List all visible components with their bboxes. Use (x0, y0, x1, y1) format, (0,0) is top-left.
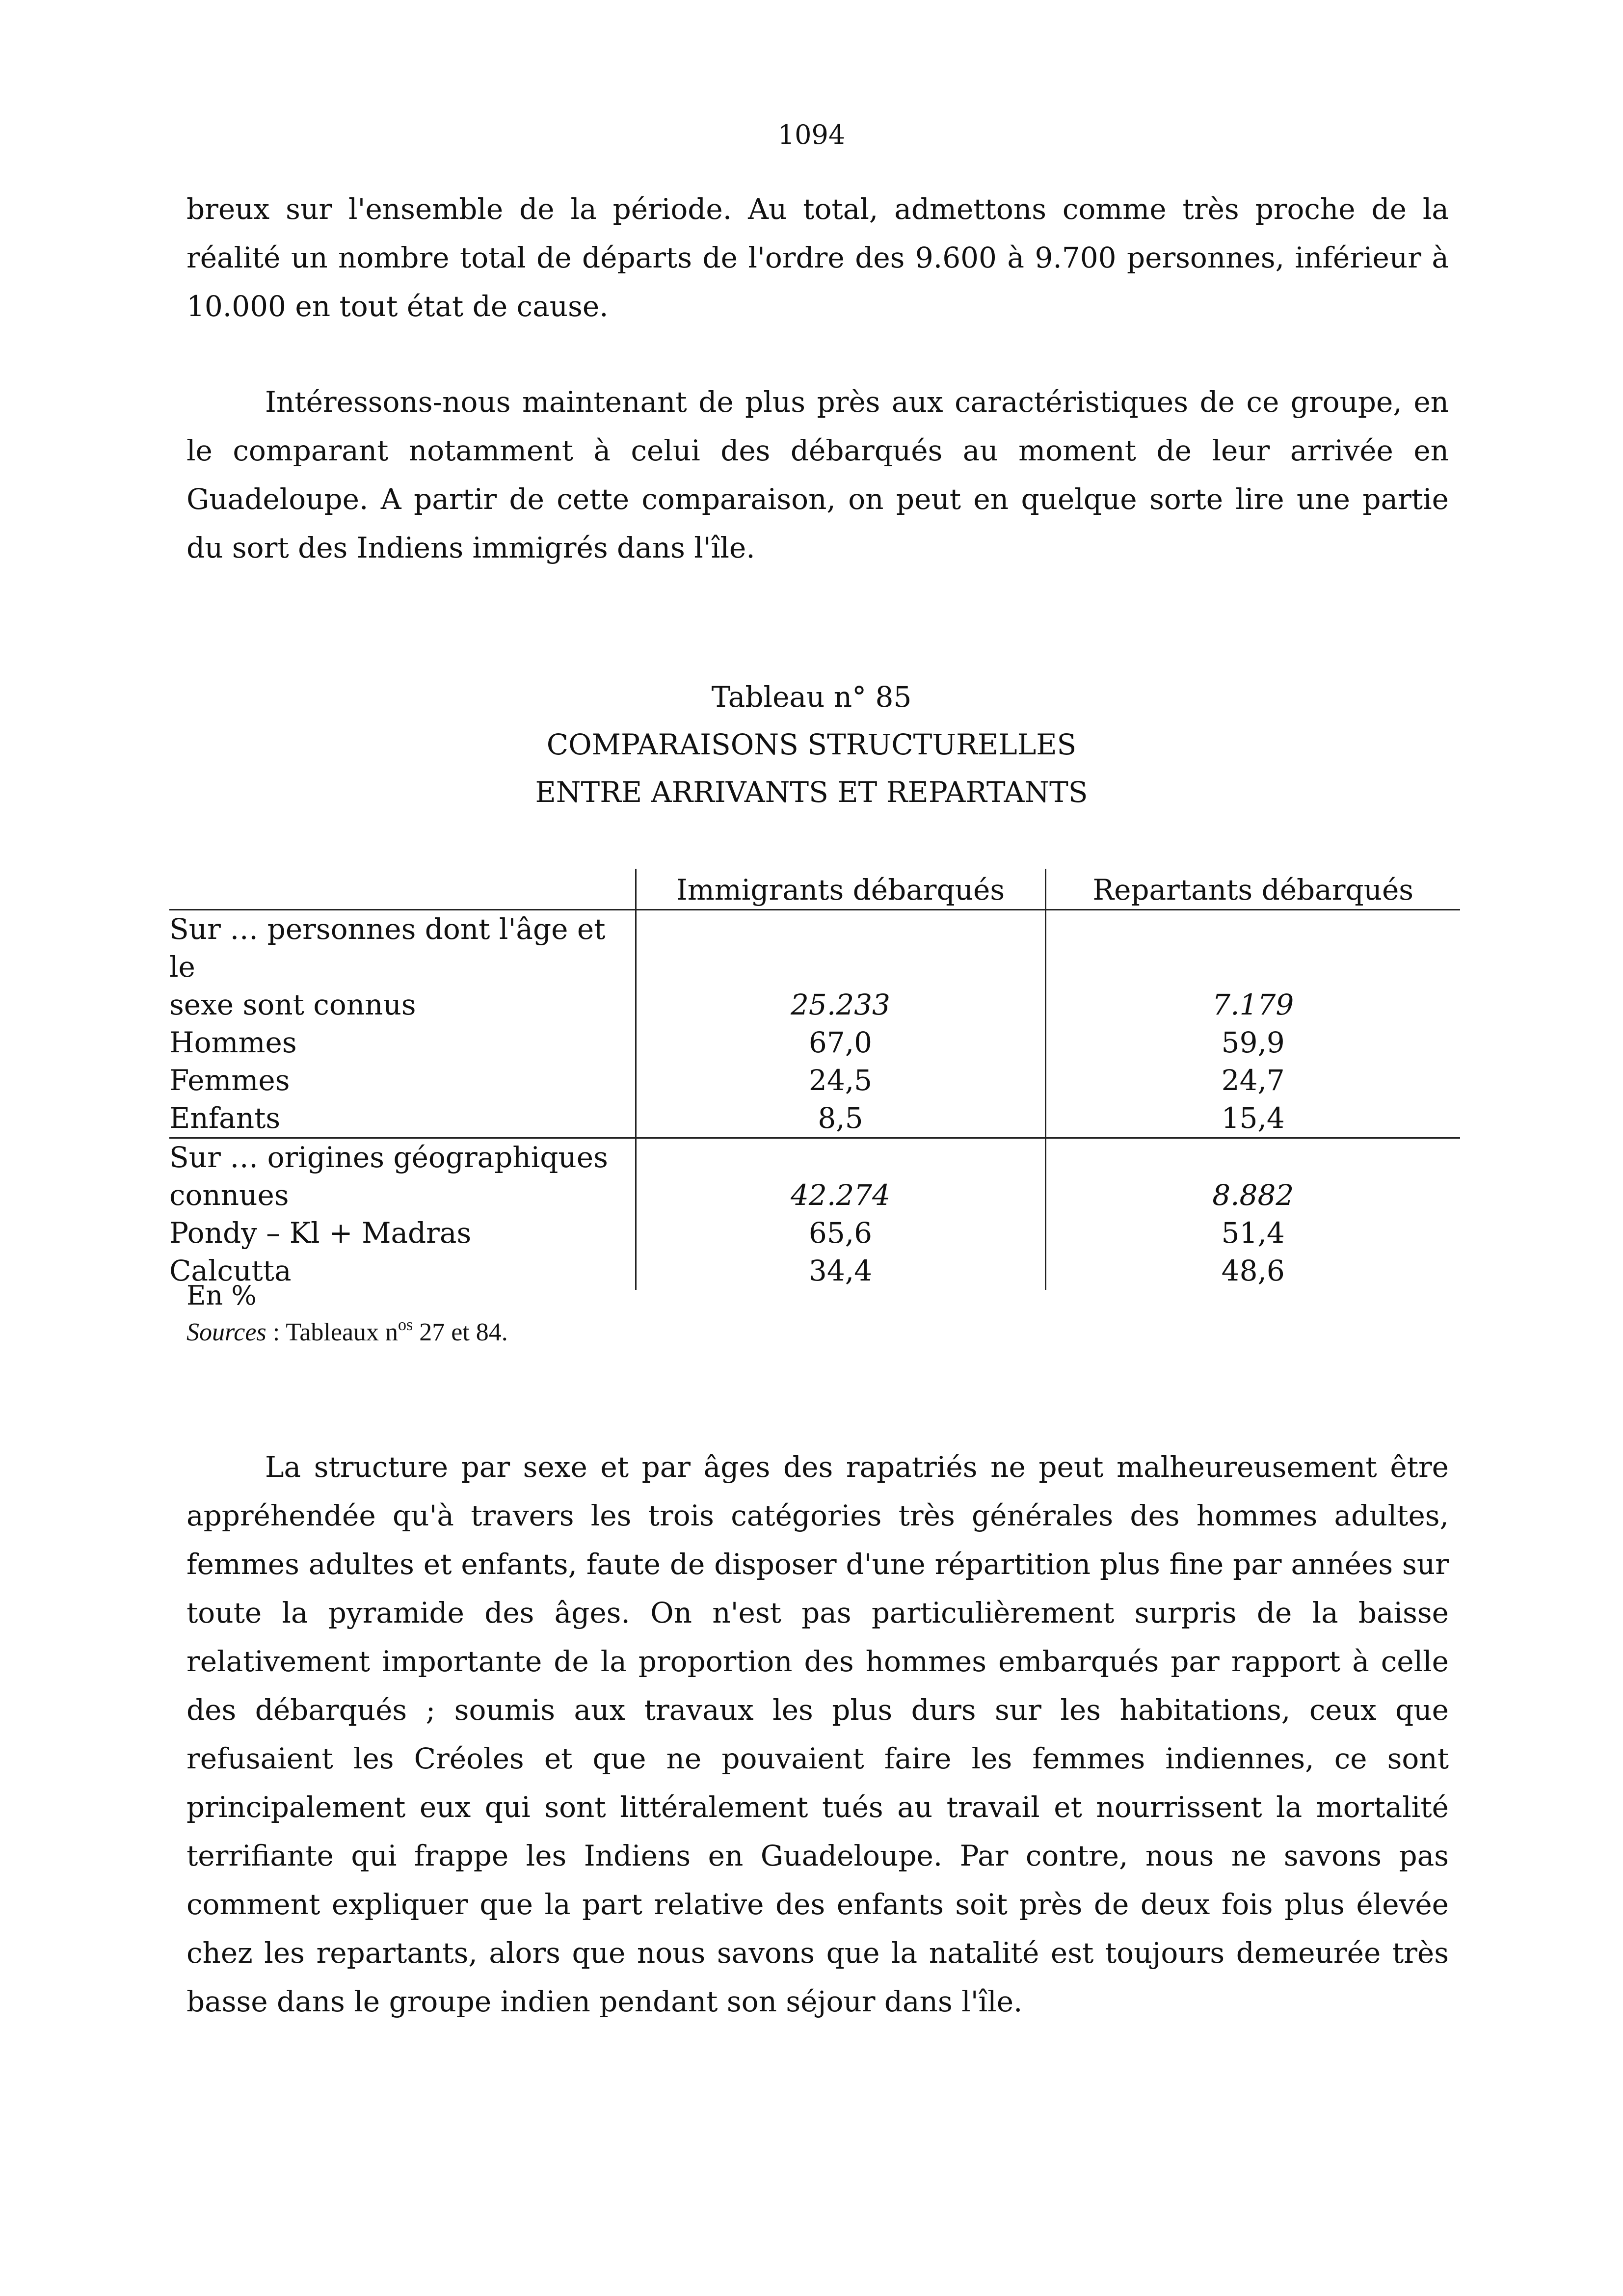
row-value-immigrants: 67,0 (636, 1024, 1045, 1062)
table-row (169, 1099, 1460, 1138)
paragraph-1: breux sur l'ensemble de la période. Au total, admettons comme très proche de la réalité un nombre total de départs de l'ordre des 9.600 à 9.700 personnes, inférieur à 10.000 en tout état de cause. (186, 192, 1449, 323)
header-blank-cell (169, 869, 636, 910)
table-title-line-1: COMPARAISONS STRUCTURELLES (546, 728, 1077, 761)
row-label: Femmes (169, 1064, 290, 1097)
table-sources-note (186, 1315, 508, 1350)
group-1-total-immigrants: 25.233 (636, 986, 1045, 1024)
table-row (169, 1062, 1460, 1099)
group-2-total-immigrants: 42.274 (636, 1176, 1045, 1214)
row-value-immigrants: 8,5 (636, 1099, 1045, 1138)
row-value-repartants: 15,4 (1045, 1099, 1460, 1138)
row-value-immigrants: 65,6 (636, 1214, 1045, 1252)
row-label: Calcutta (169, 1254, 292, 1287)
comparison-table (169, 869, 1460, 1287)
table-row (169, 1024, 1460, 1062)
group-1-label-line-1: Sur … personnes dont l'âge et le (169, 912, 606, 984)
row-value-immigrants: 34,4 (636, 1252, 1045, 1290)
table-title-line-2: ENTRE ARRIVANTS ET REPARTANTS (535, 775, 1088, 809)
page-number: 1094 (777, 119, 846, 150)
row-value-immigrants: 24,5 (636, 1062, 1045, 1099)
row-label: Pondy – Kl + Madras (169, 1216, 472, 1250)
sources-label: Sources (186, 1318, 266, 1346)
sources-text-end: 27 et 84. (413, 1318, 508, 1346)
row-value-repartants: 59,9 (1045, 1024, 1460, 1062)
row-value-repartants: 48,6 (1045, 1252, 1460, 1290)
group-2-total-repartants: 8.882 (1045, 1176, 1460, 1214)
sources-superscript: os (398, 1316, 413, 1334)
sources-text: : Tableaux n (266, 1318, 399, 1346)
row-value-repartants: 24,7 (1045, 1062, 1460, 1099)
row-value-repartants: 51,4 (1045, 1214, 1460, 1252)
group-1-label-line-2: sexe sont connus (169, 988, 416, 1021)
header-repartants: Repartants débarqués (1045, 869, 1460, 910)
table-row (169, 1252, 1460, 1290)
row-label: Hommes (169, 1026, 297, 1059)
table-number: Tableau n° 85 (711, 680, 912, 714)
group-2-label-line-1: Sur … origines géographiques (169, 1141, 608, 1174)
table-unit-note: En % (186, 1280, 257, 1311)
row-label: Enfants (169, 1099, 636, 1138)
group-1-total-repartants: 7.179 (1045, 986, 1460, 1024)
header-immigrants: Immigrants débarqués (636, 869, 1045, 910)
paragraph-3: La structure par sexe et par âges des rapatriés ne peut malheureusement être appréhendée qu'à travers les trois catégories très générales des hommes adultes, femmes adultes et enfants, faute de disposer d'une répartition plus fine par années sur toute la pyramide des âges. On n'est pas particulièrement surpris de la baisse relativement importante de la proportion des hommes embarqués par rapport à celle des débarqués ; soumis aux travaux les plus durs sur les habitations, ceux que refusaient les Créoles et que ne pouvaient faire les femmes indiennes, ce sont principalement eux qui sont littéralement tués au travail et nourrissent la mortalité terrifiante qui frappe les Indiens en Guadeloupe. Par contre, nous ne savons pas comment expliquer que la part relative des enfants soit près de deux fois plus élevée chez les repartants, alors que nous savons que la natalité est toujours demeurée très basse dans le groupe indien pendant son séjour dans l'île. (186, 1450, 1449, 2018)
paragraph-2: Intéressons-nous maintenant de plus près aux caractéristiques de ce groupe, en le comparant notamment à celui des débarqués au moment de leur arrivée en Guadeloupe. A partir de cette comparaison, on peut en quelque sorte lire une partie du sort des Indiens immigrés dans l'île. (186, 385, 1449, 564)
table-row (169, 1214, 1460, 1252)
group-2-label-line-2: connues (169, 1178, 289, 1212)
